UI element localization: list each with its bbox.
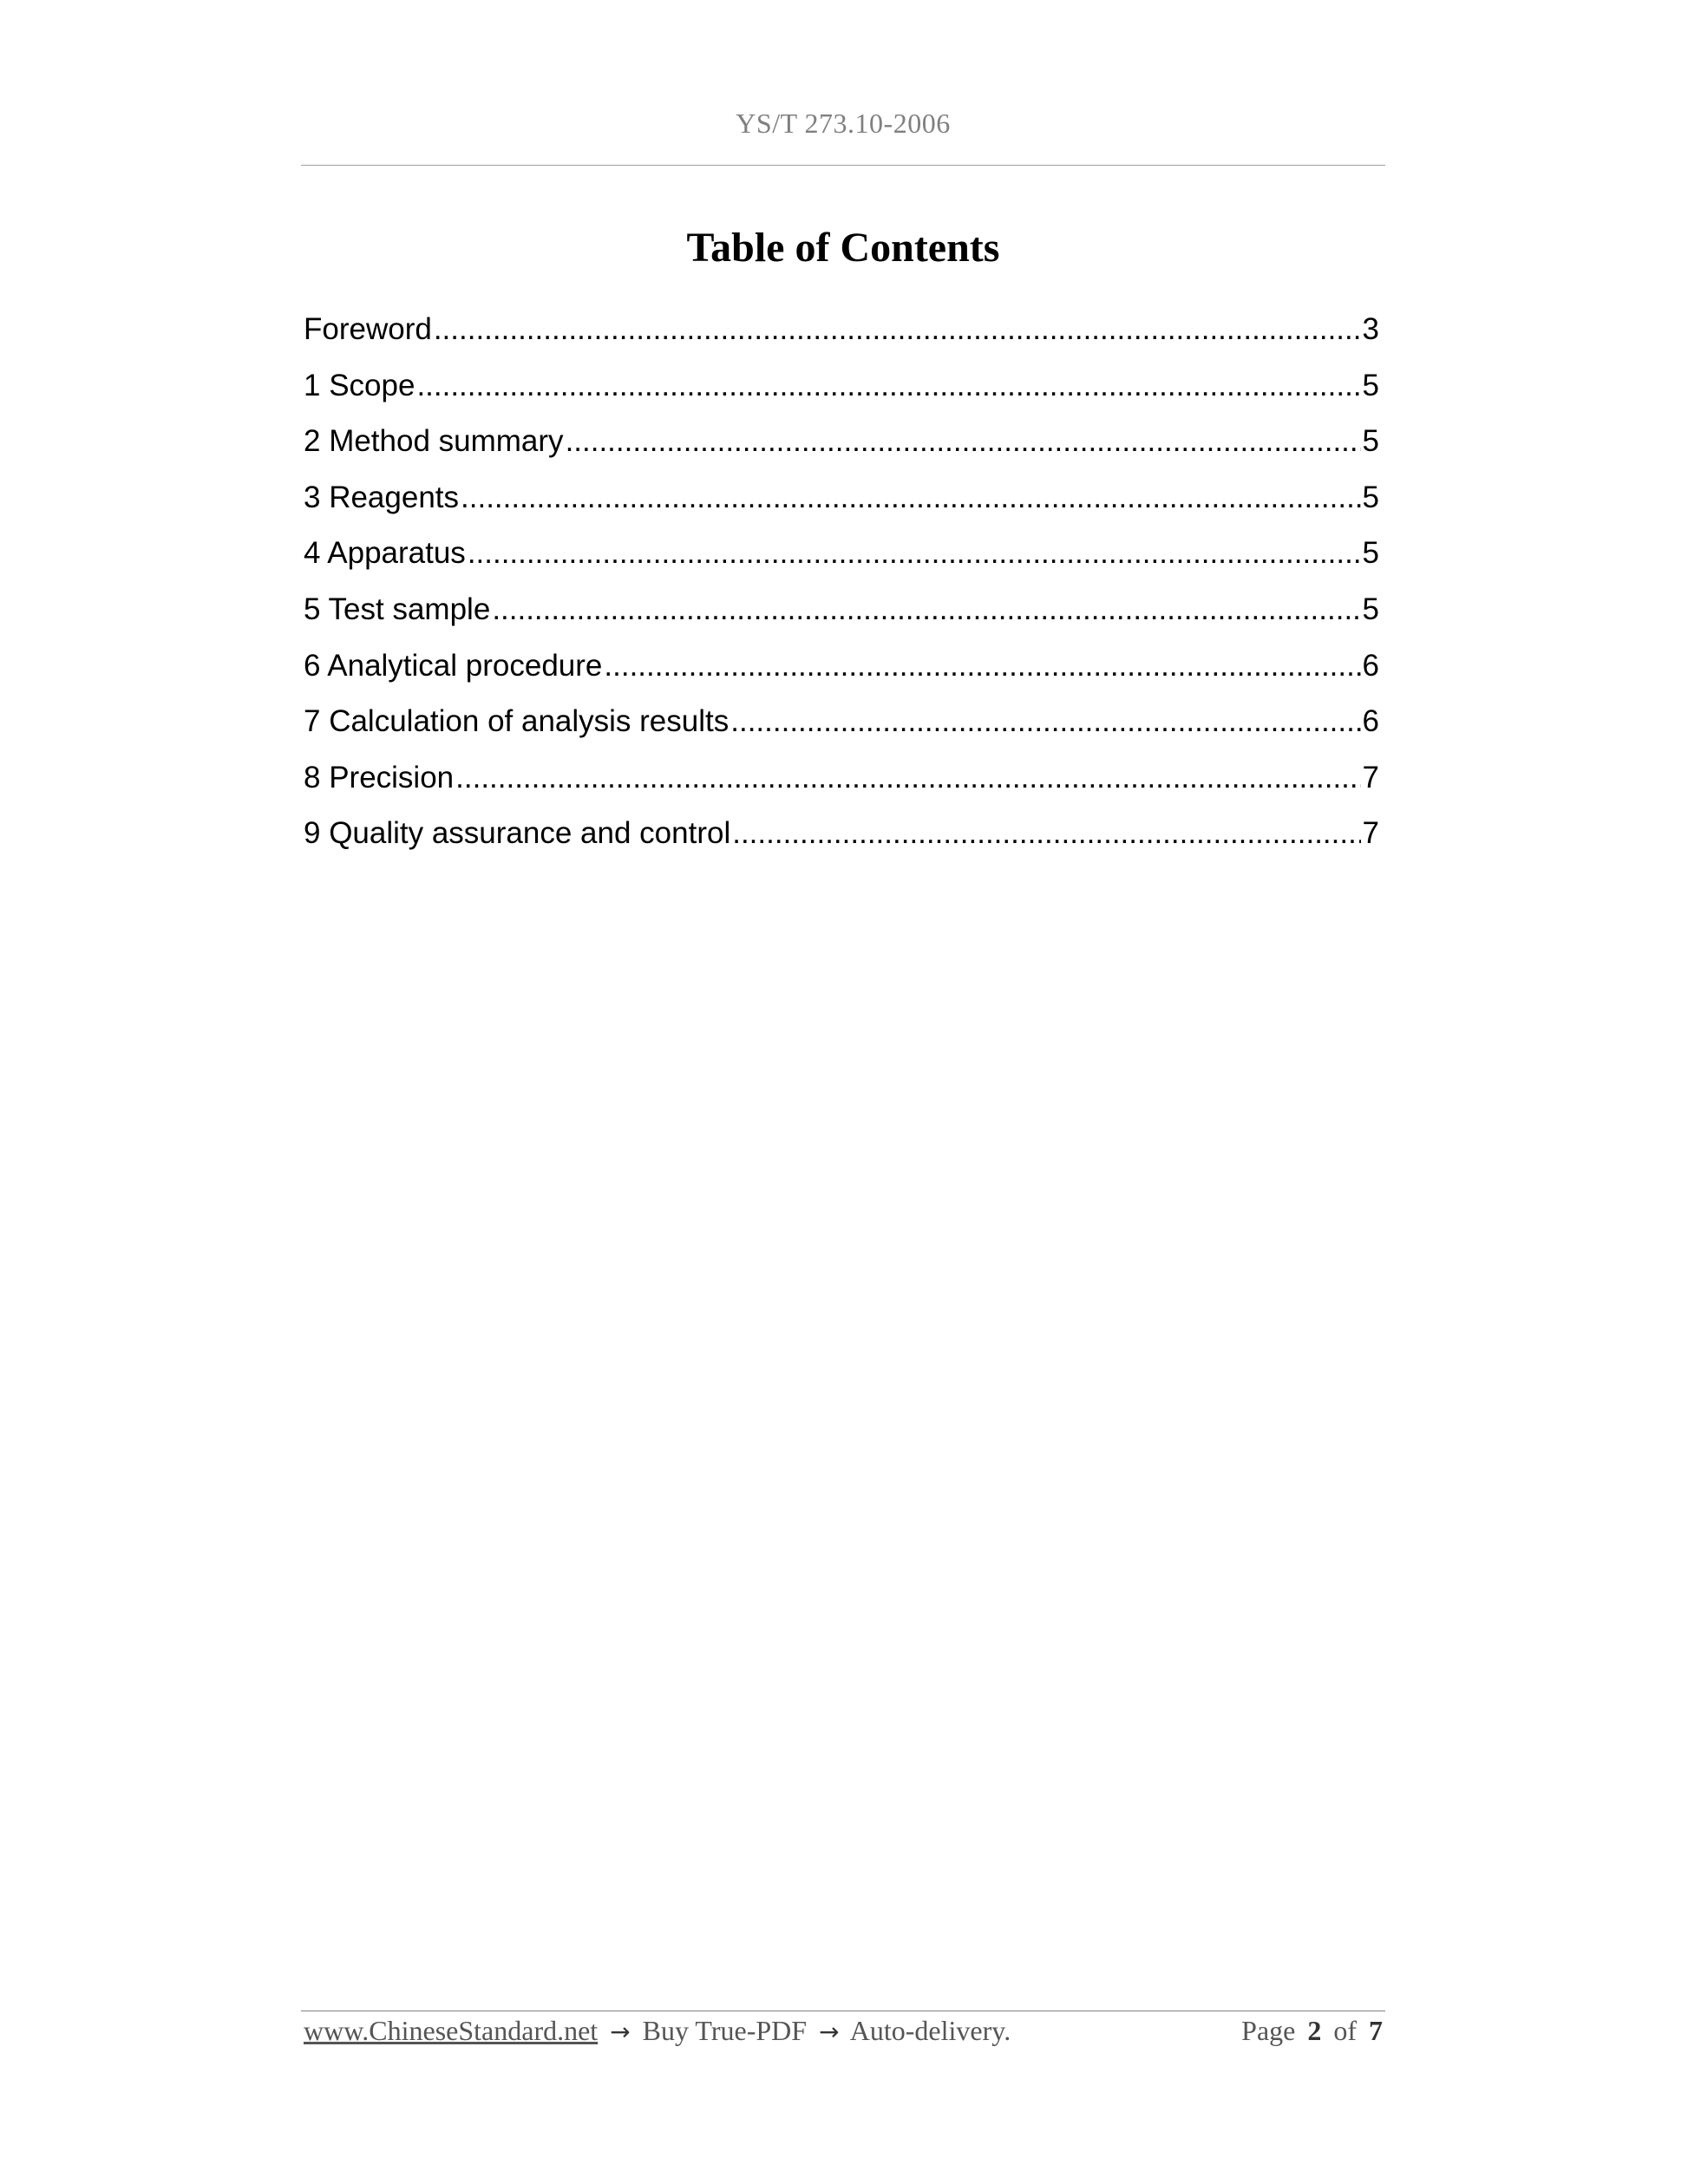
toc-entry-page: 7 — [1362, 816, 1379, 851]
right-arrow-icon: → — [610, 2017, 631, 2046]
dot-leader — [455, 761, 1360, 795]
toc-entry-label: Foreword — [304, 312, 432, 346]
dot-leader — [468, 536, 1361, 571]
toc-entry-label: 7 Calculation of analysis results — [304, 704, 730, 739]
delivery-text: Auto-delivery. — [849, 2015, 1011, 2046]
dot-leader — [434, 312, 1361, 347]
toc-entry-reagents[interactable] — [304, 481, 1379, 537]
toc-entry-precision[interactable] — [304, 761, 1379, 817]
dot-leader — [492, 592, 1360, 627]
toc-entry-label: 5 Test sample — [304, 592, 491, 626]
of-word: of — [1333, 2015, 1357, 2046]
toc-entry-label: 2 Method summary — [304, 424, 564, 459]
toc-entry-page: 6 — [1362, 648, 1379, 683]
dot-leader — [416, 369, 1360, 403]
toc-entry-page: 7 — [1362, 760, 1379, 794]
dot-leader — [732, 816, 1360, 851]
dot-leader — [604, 649, 1360, 683]
toc-entry-foreword[interactable] — [304, 312, 1379, 369]
toc-entry-page: 5 — [1362, 368, 1379, 402]
toc-entry-scope[interactable] — [304, 369, 1379, 425]
total-pages: 7 — [1369, 2015, 1383, 2046]
toc-entry-test-sample[interactable] — [304, 592, 1379, 649]
toc-entry-method-summary[interactable] — [304, 424, 1379, 481]
dot-leader — [566, 424, 1361, 459]
dot-leader — [461, 481, 1361, 515]
page-word: Page — [1241, 2015, 1296, 2046]
toc-entry-label: 4 Apparatus — [304, 536, 466, 571]
toc-entry-label: 1 Scope — [304, 368, 415, 402]
toc-entry-page: 5 — [1362, 424, 1379, 459]
document-id: YS/T 273.10-2006 — [736, 108, 951, 139]
toc-entry-apparatus[interactable] — [304, 536, 1379, 592]
toc-entry-label: 3 Reagents — [304, 480, 460, 514]
page-number — [1241, 2015, 1383, 2047]
toc-entry-page: 5 — [1362, 480, 1379, 514]
toc-entry-label: 6 Analytical procedure — [304, 648, 603, 683]
footer-promo — [304, 2015, 1011, 2047]
page-footer — [301, 2011, 1385, 2063]
dot-leader — [730, 704, 1360, 739]
toc-entry-quality-assurance[interactable] — [304, 816, 1379, 873]
toc-entry-label: 8 Precision — [304, 760, 455, 794]
toc-title: Table of Contents — [686, 225, 1000, 271]
toc-list — [304, 312, 1379, 873]
buy-text: Buy True-PDF — [642, 2015, 808, 2046]
page-header — [301, 104, 1385, 166]
toc-entry-calculation[interactable] — [304, 704, 1379, 761]
toc-entry-page: 6 — [1362, 704, 1379, 739]
toc-entry-page: 5 — [1362, 592, 1379, 626]
toc-entry-page: 3 — [1362, 312, 1379, 346]
toc-entry-label: 9 Quality assurance and control — [304, 816, 731, 851]
current-page: 2 — [1307, 2015, 1322, 2046]
toc-entry-page: 5 — [1362, 536, 1379, 571]
right-arrow-icon: → — [819, 2017, 840, 2046]
site-link[interactable]: www.ChineseStandard.net — [304, 2015, 599, 2046]
toc-entry-analytical-procedure[interactable] — [304, 649, 1379, 705]
